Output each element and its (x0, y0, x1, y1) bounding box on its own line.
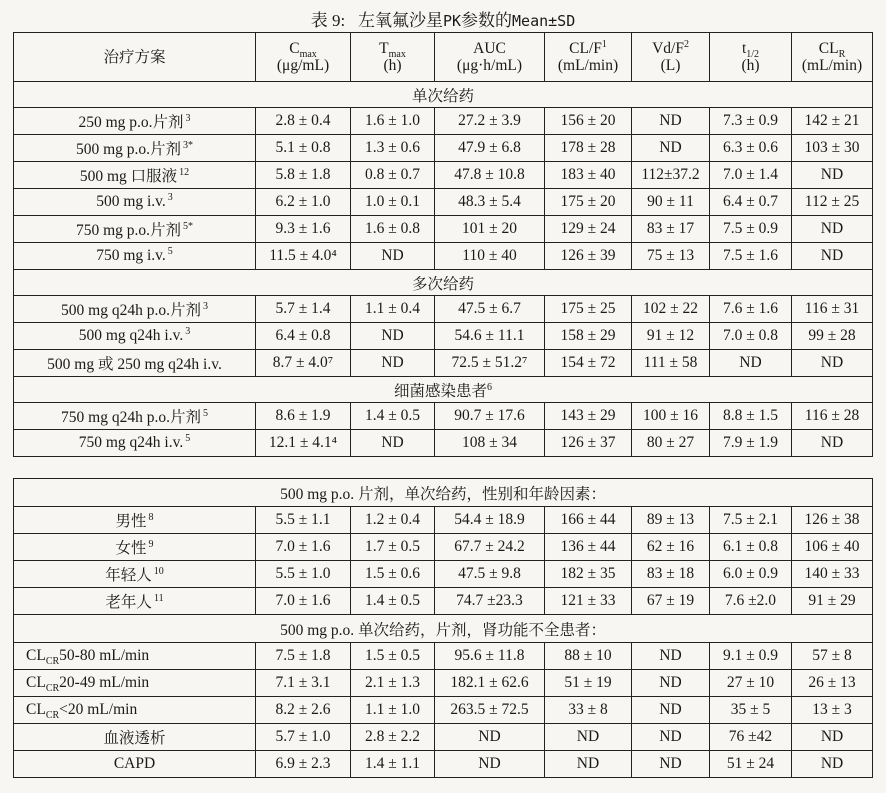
value-cell: 112 ± 25 (792, 189, 873, 216)
value-cell: ND (710, 350, 792, 377)
value-cell: 54.4 ± 18.9 (435, 507, 545, 534)
value-cell: 7.5 ± 2.1 (710, 507, 792, 534)
value-cell: 9.1 ± 0.9 (710, 643, 792, 670)
table-row (14, 323, 873, 350)
section-title (14, 615, 873, 643)
value-cell: 12.1 ± 4.1⁴ (256, 430, 351, 457)
value-cell: 143 ± 29 (545, 403, 632, 430)
header-main: Vd/F (652, 40, 684, 57)
value-cell: 7.9 ± 1.9 (710, 430, 792, 457)
section-row (14, 377, 873, 403)
table-row (14, 296, 873, 323)
regimen-text: 年轻人 (105, 567, 152, 584)
value-cell: 8.8 ± 1.5 (710, 403, 792, 430)
regimen-text: CL (26, 701, 46, 718)
regimen-label (14, 135, 256, 162)
footnote-ref: 11 (153, 592, 164, 604)
value-cell: ND (351, 323, 435, 350)
footnote-ref: 8 (148, 511, 154, 523)
value-cell: 1.4 ± 0.5 (351, 588, 435, 615)
value-cell: ND (792, 216, 873, 243)
regimen-label (14, 561, 256, 588)
column-header (710, 33, 792, 82)
section-row (14, 270, 873, 296)
table-row (14, 507, 873, 534)
regimen-label (14, 643, 256, 670)
value-cell: 6.4 ± 0.8 (256, 323, 351, 350)
header-unit: (h) (383, 57, 402, 74)
value-cell: 90.7 ± 17.6 (435, 403, 545, 430)
regimen-label (14, 323, 256, 350)
value-cell: 7.3 ± 0.9 (710, 108, 792, 135)
value-cell: ND (545, 724, 632, 751)
footnote-ref: 5 (202, 407, 208, 419)
value-cell: 91 ± 12 (632, 323, 710, 350)
value-cell: 112±37.2 (632, 162, 710, 189)
value-cell: 1.5 ± 0.6 (351, 561, 435, 588)
value-cell: 1.0 ± 0.1 (351, 189, 435, 216)
regimen-text: 500 mg 或 250 mg q24h i.v. (47, 356, 222, 373)
value-cell: 140 ± 33 (792, 561, 873, 588)
header-main: CL/F (569, 40, 602, 57)
value-cell: 166 ± 44 (545, 507, 632, 534)
regimen-text: 老年人 (105, 594, 152, 611)
regimen-label (14, 751, 256, 778)
value-cell: ND (792, 751, 873, 778)
regimen-label (14, 670, 256, 697)
value-cell: ND (632, 643, 710, 670)
value-cell: 89 ± 13 (632, 507, 710, 534)
value-cell: 99 ± 28 (792, 323, 873, 350)
column-header (632, 33, 710, 82)
table-row (14, 724, 873, 751)
value-cell: 47.8 ± 10.8 (435, 162, 545, 189)
value-cell: 47.5 ± 6.7 (435, 296, 545, 323)
column-header (14, 33, 256, 82)
regimen-text: 750 mg i.v. (96, 247, 166, 265)
value-cell: ND (351, 243, 435, 270)
column-header (435, 33, 545, 82)
value-cell: 106 ± 40 (792, 534, 873, 561)
regimen-label (14, 430, 256, 457)
value-cell: 27 ± 10 (710, 670, 792, 697)
value-cell: 126 ± 37 (545, 430, 632, 457)
value-cell: 7.5 ± 0.9 (710, 216, 792, 243)
regimen-text: 500 mg q24h i.v. (78, 327, 184, 345)
value-cell: 62 ± 16 (632, 534, 710, 561)
value-cell: 90 ± 11 (632, 189, 710, 216)
regimen-text: CL (26, 647, 46, 664)
value-cell: 51 ± 19 (545, 670, 632, 697)
header-main: T (379, 40, 389, 57)
value-cell: 6.4 ± 0.7 (710, 189, 792, 216)
regimen-text: 750 mg q24h i.v. (78, 434, 184, 452)
regimen-label (14, 534, 256, 561)
value-cell: 8.2 ± 2.6 (256, 697, 351, 724)
header-sub: 1/2 (746, 49, 760, 61)
value-cell: 57 ± 8 (792, 643, 873, 670)
table-row (14, 697, 873, 724)
value-cell: 5.7 ± 1.4 (256, 296, 351, 323)
value-cell: 1.7 ± 0.5 (351, 534, 435, 561)
value-cell: 7.1 ± 3.1 (256, 670, 351, 697)
regimen-label (14, 296, 256, 323)
value-cell: 2.8 ± 2.2 (351, 724, 435, 751)
section-title-text: 多次给药 (411, 275, 474, 293)
value-cell: 121 ± 33 (545, 588, 632, 615)
regimen-text: 男性 (115, 513, 147, 530)
table-row (14, 670, 873, 697)
footnote-ref: 3 (185, 112, 191, 124)
section-title-text: 单次给药 (411, 87, 474, 105)
header-sup: 2 (683, 38, 689, 50)
value-cell: 5.5 ± 1.0 (256, 561, 351, 588)
value-cell: ND (792, 162, 873, 189)
value-cell: ND (632, 108, 710, 135)
header-main: C (289, 40, 300, 57)
value-cell: 116 ± 28 (792, 403, 873, 430)
value-cell: ND (351, 350, 435, 377)
regimen-label (14, 189, 256, 216)
header-sub: max (388, 49, 406, 61)
value-cell: 126 ± 39 (545, 243, 632, 270)
value-cell: 2.1 ± 1.3 (351, 670, 435, 697)
table-row (14, 350, 873, 377)
value-cell: 136 ± 44 (545, 534, 632, 561)
value-cell: 48.3 ± 5.4 (435, 189, 545, 216)
table-row (14, 162, 873, 189)
regimen-text: CL (26, 674, 46, 691)
regimen-text: CAPD (113, 755, 156, 772)
regimen-text: 500 mg 口服液 (79, 168, 178, 185)
value-cell: 1.6 ± 0.8 (351, 216, 435, 243)
pk-table-factors (13, 478, 873, 778)
value-cell: 7.0 ± 1.6 (256, 588, 351, 615)
value-cell: 67 ± 19 (632, 588, 710, 615)
footnote-ref: 5* (183, 220, 194, 232)
value-cell: 158 ± 29 (545, 323, 632, 350)
regimen-sub: CR (45, 710, 60, 722)
regimen-text: 血液透析 (103, 730, 166, 747)
header-unit: (mL/min) (801, 57, 863, 74)
value-cell: 1.4 ± 0.5 (351, 403, 435, 430)
header-unit: (L) (660, 57, 681, 74)
regimen-text: 500 mg i.v. (96, 193, 166, 211)
footnote-ref: 3 (167, 192, 173, 204)
column-header (256, 33, 351, 82)
value-cell: 8.6 ± 1.9 (256, 403, 351, 430)
value-cell: 9.3 ± 1.6 (256, 216, 351, 243)
value-cell: ND (632, 697, 710, 724)
header-main: t (741, 40, 747, 57)
regimen-label (14, 216, 256, 243)
value-cell: 116 ± 31 (792, 296, 873, 323)
table-row (14, 643, 873, 670)
regimen-text: 750 mg q24h p.o.片剂 (61, 409, 201, 426)
value-cell: 7.5 ± 1.8 (256, 643, 351, 670)
header-unit: (mL/min) (557, 57, 619, 74)
caption-title-latin2: Mean±SD (512, 12, 576, 30)
value-cell: 102 ± 22 (632, 296, 710, 323)
header-sub: max (299, 49, 317, 61)
value-cell: 6.0 ± 0.9 (710, 561, 792, 588)
value-cell: 33 ± 8 (545, 697, 632, 724)
regimen-text: 750 mg p.o.片剂 (75, 222, 182, 239)
value-cell: ND (792, 350, 873, 377)
value-cell: 126 ± 38 (792, 507, 873, 534)
value-cell: 1.3 ± 0.6 (351, 135, 435, 162)
value-cell: 75 ± 13 (632, 243, 710, 270)
value-cell: ND (435, 751, 545, 778)
value-cell: 0.8 ± 0.7 (351, 162, 435, 189)
regimen-label (14, 243, 256, 270)
value-cell: 47.9 ± 6.8 (435, 135, 545, 162)
value-cell: 6.3 ± 0.6 (710, 135, 792, 162)
regimen-text: 500 mg p.o.片剂 (75, 141, 182, 158)
value-cell: ND (792, 430, 873, 457)
value-cell: 7.0 ± 0.8 (710, 323, 792, 350)
value-cell: 8.7 ± 4.0⁷ (256, 350, 351, 377)
value-cell: ND (792, 243, 873, 270)
value-cell: 35 ± 5 (710, 697, 792, 724)
regimen-text-2: <20 mL/min (59, 701, 138, 718)
section-title-text: 500 mg p.o. 片剂，单次给药，性别和年龄因素： (280, 485, 606, 503)
section-row (14, 82, 873, 108)
value-cell: 154 ± 72 (545, 350, 632, 377)
regimen-label (14, 350, 256, 377)
regimen-text: 女性 (115, 540, 147, 557)
caption-title-cn2: 参数的 (461, 11, 513, 30)
regimen-label (14, 697, 256, 724)
table-row (14, 561, 873, 588)
value-cell: 54.6 ± 11.1 (435, 323, 545, 350)
regimen-text: 250 mg p.o.片剂 (78, 114, 184, 131)
section-title (14, 479, 873, 507)
value-cell: 26 ± 13 (792, 670, 873, 697)
value-cell: 74.7 ±23.3 (435, 588, 545, 615)
header-unit: (μg·h/mL) (456, 57, 523, 74)
value-cell: 5.8 ± 1.8 (256, 162, 351, 189)
value-cell: 13 ± 3 (792, 697, 873, 724)
header-unit: (h) (741, 57, 760, 74)
regimen-sub: CR (45, 656, 60, 668)
value-cell: 5.1 ± 0.8 (256, 135, 351, 162)
header-row (14, 33, 873, 82)
caption-title-cn: 左氧氟沙星 (357, 11, 443, 30)
regimen-label (14, 108, 256, 135)
header-main: CL (818, 40, 839, 57)
value-cell: 80 ± 27 (632, 430, 710, 457)
column-header (351, 33, 435, 82)
value-cell: 110 ± 40 (435, 243, 545, 270)
regimen-label (14, 403, 256, 430)
value-cell: 182 ± 35 (545, 561, 632, 588)
value-cell: 1.1 ± 1.0 (351, 697, 435, 724)
header-sup: 1 (601, 38, 607, 50)
value-cell: ND (632, 670, 710, 697)
section-title-sup: 6 (487, 381, 492, 393)
regimen-label (14, 724, 256, 751)
value-cell: 263.5 ± 72.5 (435, 697, 545, 724)
value-cell: 111 ± 58 (632, 350, 710, 377)
header-main: 治疗方案 (103, 48, 166, 66)
section-title (14, 270, 873, 296)
value-cell: 178 ± 28 (545, 135, 632, 162)
value-cell: 100 ± 16 (632, 403, 710, 430)
value-cell: 27.2 ± 3.9 (435, 108, 545, 135)
table-row (14, 189, 873, 216)
value-cell: 1.2 ± 0.4 (351, 507, 435, 534)
value-cell: 1.4 ± 1.1 (351, 751, 435, 778)
value-cell: 175 ± 20 (545, 189, 632, 216)
table-row (14, 216, 873, 243)
value-cell: 95.6 ± 11.8 (435, 643, 545, 670)
footnote-ref: 9 (148, 538, 154, 550)
value-cell: 6.1 ± 0.8 (710, 534, 792, 561)
value-cell: 1.6 ± 1.0 (351, 108, 435, 135)
regimen-label (14, 162, 256, 189)
value-cell: ND (351, 430, 435, 457)
value-cell: ND (435, 724, 545, 751)
value-cell: 101 ± 20 (435, 216, 545, 243)
value-cell: 88 ± 10 (545, 643, 632, 670)
regimen-label (14, 507, 256, 534)
footnote-ref: 5 (185, 433, 191, 445)
table-row (14, 751, 873, 778)
value-cell: 76 ±42 (710, 724, 792, 751)
footnote-ref: 3* (183, 139, 194, 151)
value-cell: 7.6 ± 1.6 (710, 296, 792, 323)
regimen-text: 500 mg q24h p.o.片剂 (61, 302, 201, 319)
section-row (14, 479, 873, 507)
section-title-text: 细菌感染患者 (393, 382, 487, 400)
value-cell: 72.5 ± 51.2⁷ (435, 350, 545, 377)
value-cell: 7.0 ± 1.4 (710, 162, 792, 189)
value-cell: 108 ± 34 (435, 430, 545, 457)
header-unit: (μg/mL) (276, 57, 330, 74)
value-cell: 1.5 ± 0.5 (351, 643, 435, 670)
value-cell: 6.2 ± 1.0 (256, 189, 351, 216)
value-cell: 7.5 ± 1.6 (710, 243, 792, 270)
value-cell: 2.8 ± 0.4 (256, 108, 351, 135)
value-cell: 1.1 ± 0.4 (351, 296, 435, 323)
value-cell: 7.0 ± 1.6 (256, 534, 351, 561)
footnote-ref: 5 (167, 246, 173, 258)
value-cell: 183 ± 40 (545, 162, 632, 189)
value-cell: 182.1 ± 62.6 (435, 670, 545, 697)
value-cell: 5.7 ± 1.0 (256, 724, 351, 751)
value-cell: 91 ± 29 (792, 588, 873, 615)
value-cell: 83 ± 17 (632, 216, 710, 243)
value-cell: 7.6 ±2.0 (710, 588, 792, 615)
value-cell: 129 ± 24 (545, 216, 632, 243)
value-cell: 175 ± 25 (545, 296, 632, 323)
value-cell: ND (632, 724, 710, 751)
footnote-ref: 10 (153, 565, 164, 577)
table-row (14, 430, 873, 457)
table-row (14, 243, 873, 270)
table-row (14, 135, 873, 162)
regimen-text-2: 50-80 mL/min (59, 647, 150, 664)
value-cell: 142 ± 21 (792, 108, 873, 135)
regimen-sub: CR (45, 683, 60, 695)
value-cell: 5.5 ± 1.1 (256, 507, 351, 534)
column-header (545, 33, 632, 82)
header-sub: R (838, 49, 846, 61)
table-row (14, 403, 873, 430)
table-row (14, 534, 873, 561)
regimen-text-2: 20-49 mL/min (59, 674, 150, 691)
footnote-ref: 12 (179, 166, 190, 178)
section-row (14, 615, 873, 643)
value-cell: 51 ± 24 (710, 751, 792, 778)
value-cell: 156 ± 20 (545, 108, 632, 135)
table-caption (0, 6, 886, 31)
value-cell: 103 ± 30 (792, 135, 873, 162)
caption-title-latin: PK (442, 12, 462, 30)
value-cell: ND (632, 751, 710, 778)
value-cell: 6.9 ± 2.3 (256, 751, 351, 778)
footnote-ref: 3 (202, 300, 208, 312)
value-cell: ND (632, 135, 710, 162)
section-title (14, 82, 873, 108)
regimen-label (14, 588, 256, 615)
value-cell: ND (545, 751, 632, 778)
value-cell: 83 ± 18 (632, 561, 710, 588)
value-cell: 47.5 ± 9.8 (435, 561, 545, 588)
table-row (14, 588, 873, 615)
table-row (14, 108, 873, 135)
value-cell: 67.7 ± 24.2 (435, 534, 545, 561)
caption-prefix: 表 9: (310, 11, 346, 30)
section-title (14, 377, 873, 403)
pk-table-main (13, 32, 873, 457)
footnote-ref: 3 (185, 326, 191, 338)
value-cell: 11.5 ± 4.0⁴ (256, 243, 351, 270)
section-title-text: 500 mg p.o. 单次给药，片剂，肾功能不全患者： (280, 621, 606, 639)
header-main: AUC (473, 40, 506, 57)
column-header (792, 33, 873, 82)
value-cell: ND (792, 724, 873, 751)
